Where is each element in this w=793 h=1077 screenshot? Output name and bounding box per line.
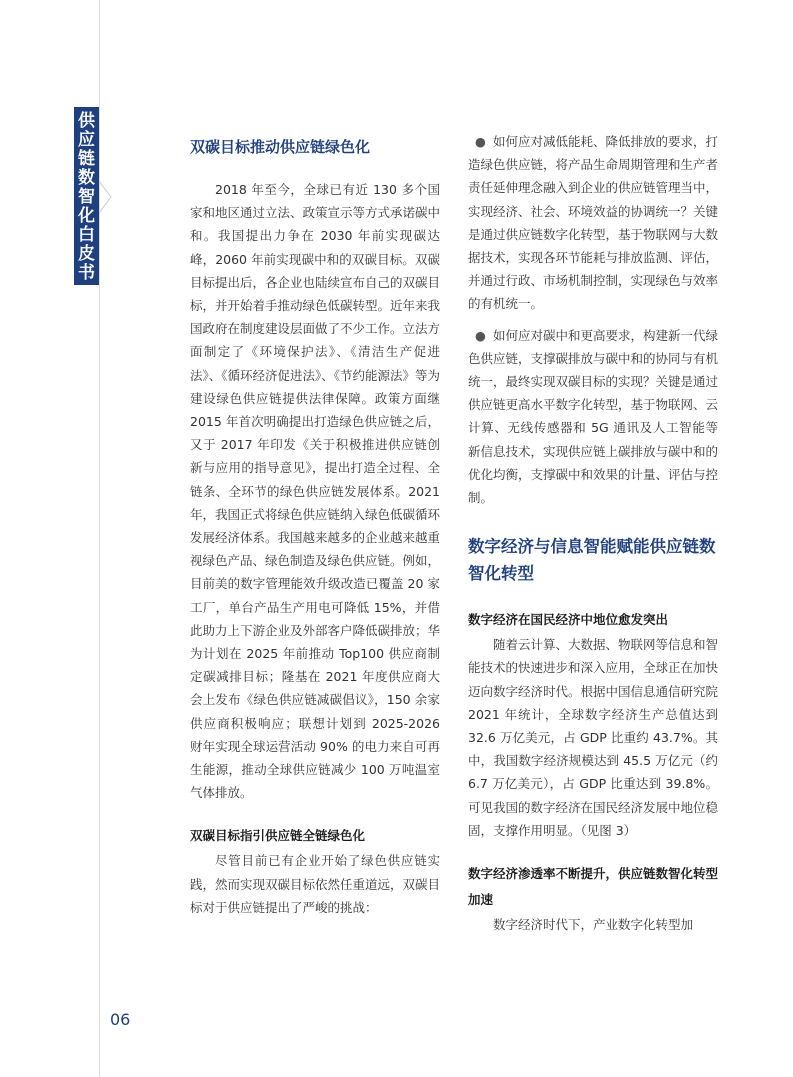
paragraph-penetration: 数字经济时代下，产业数字化转型加 — [493, 917, 694, 933]
subheading-green-chain: 双碳目标指引供应链全链绿色化 — [190, 828, 366, 844]
bullet-item-energy — [468, 130, 718, 316]
right-column — [468, 130, 718, 936]
paragraph-green-chain: 尽管目前已有企业开始了绿色供应链实践，然而实现双碳目标依然任重道远，双碳目标对于供应链提出了严峻的挑战： — [190, 853, 441, 915]
section-heading-digital-economy: 数字经济与信息智能赋能供应链数智化转型 — [468, 537, 716, 584]
subheading-digital-economy-status: 数字经济在国民经济中地位愈发突出 — [468, 612, 669, 628]
side-tab-title: 供应链数智化白皮书 — [78, 111, 95, 283]
left-column — [190, 130, 440, 919]
bullet-item-carbon-neutral — [468, 324, 718, 510]
paragraph-dual-carbon: 2018 年至今，全球已有近 130 多个国家和地区通过立法、政策宣示等方式承诺碳中和。我国提出力争在 2030 年前实现碳达峰，2060 年前实现碳中和的双碳目标。双碳目标提出后，各企业也陆续宣布自己的双碳目标，并开始着手推动绿色低碳转型。近年来我国政府在制度建设层面做了不少工作。立法方面制定了《环境保护法》、《清洁生产促进法》、《循环经济促进法》、《节约能源法》等为建设绿色供应链提供法律保障。政策方面继 2015 年首次明确提出打造绿色供应链之后，又于 2017 年印发《关于积极推进供应链创新与应用的指导意见》，提出打造全过程、全链条、全环节的绿色供应链发展体系。2021 年，我国正式将绿色供应链纳入绿色低碳循环发展经济体系。我国越来越多的企业越来越重视绿色产品、绿色制造及绿色供应链。例如，目前美的数字管理能效升级改造已覆盖 20 家工厂，单台产品生产用电可降低 15%，并借此助力上下游企业及外部客户降低碳排放；华为计划在 2025 年前推动 Top100 供应商制定碳减排目标；隆基在 2021 年度供应商大会上发布《绿色供应链减碳倡议》，150 余家供应商积极响应；联想计划到 2025-2026 财年实现全球运营活动 90% 的电力来自可再生能源，推动全球供应链减少 100 万吨温室气体排放。 — [190, 182, 441, 801]
side-tab-arrow-icon — [99, 181, 115, 213]
bullet-dot-icon: ● — [475, 134, 486, 149]
bullet-dot-icon: ● — [475, 327, 486, 343]
page-number: 06 — [110, 1010, 131, 1029]
bullet-text-energy: 如何应对减低能耗、降低排放的要求，打造绿色供应链，将产品生命周期管理和生产者责任延伸理念融入到企业的供应链管理当中，实现经济、社会、环境效益的协调统一？关键是通过供应链数字化转型，基于物联网与大数据技术，实现各环节能耗与排放监测、评估，并通过行政、市场机制控制，实现绿色与效率的有机统一。 — [468, 134, 719, 312]
bullet-text-carbon-neutral: 如何应对碳中和更高要求，构建新一代绿色供应链，支撑碳排放与碳中和的协同与有机统一，最终实现双碳目标的实现？关键是通过供应链更高水平数字化转型，基于物联网、云计算、无线传感器和 5G 通讯及人工智能等新信息技术，实现供应链上碳排放与碳中和的优化均衡，支撑碳中和效果的计量、评估与控制。 — [468, 327, 719, 506]
subheading-penetration: 数字经济渗透率不断提升，供应链数智化转型加速 — [468, 866, 719, 908]
paragraph-digital-economy: 随着云计算、大数据、物联网等信息和智能技术的快速进步和深入应用，全球正在加快迈向数字经济时代。根据中国信息通信研究院 2021 年统计，全球数字经济生产总值达到 32.6 万亿美元，占 GDP 比重约 43.7%。其中，我国数字经济规模达到 45.5 万亿元（约 6.7 万亿美元），占 GDP 比重达到 39.8%。可见我国的数字经济在国民经济发展中地位稳固，支撑作用明显。（见图 3） — [468, 637, 719, 838]
section-heading-dual-carbon: 双碳目标推动供应链绿色化 — [190, 138, 371, 156]
margin-divider-line — [99, 0, 100, 1077]
